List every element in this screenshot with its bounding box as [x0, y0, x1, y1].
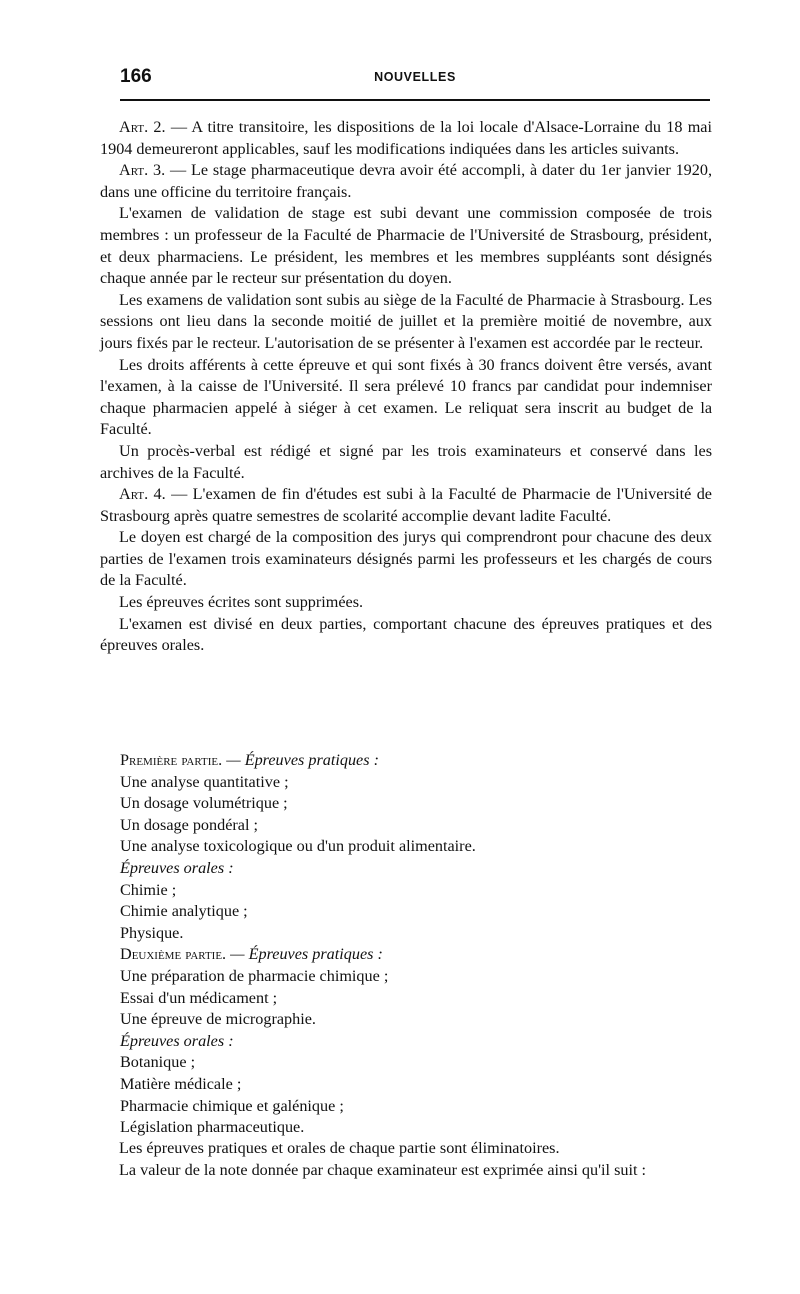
paragraph-ecrites: Les épreuves écrites sont supprimées.: [119, 593, 364, 612]
first-part-heading: [120, 750, 710, 772]
article-4-text: — L'examen de fin d'études est subi à la Faculté de Pharmacie de l'Université de Strasbourg après quatre semestres de scolarité accomplie devant ladite Faculté.: [100, 485, 712, 525]
list-item: Une épreuve de micrographie.: [120, 1010, 316, 1029]
exam-program: [120, 750, 710, 1139]
list-item: Chimie ;: [120, 880, 177, 899]
second-part-heading: [120, 944, 710, 966]
article-2: [100, 117, 712, 160]
list-item: Un dosage pondéral ;: [120, 815, 259, 834]
list-item: Matière médicale ;: [120, 1074, 242, 1093]
second-part-heading-rest: — Épreuves pratiques :: [226, 945, 383, 964]
page-number: 166: [120, 66, 152, 87]
list-item: Pharmacie chimique et galénique ;: [120, 1096, 344, 1115]
header-rule: [120, 99, 710, 101]
list-item: Législation pharmaceutique.: [120, 1118, 305, 1137]
article-2-label: Art. 2.: [119, 118, 166, 136]
running-head: NOUVELLES: [374, 70, 456, 84]
paragraph-droits: Les droits afférents à cette épreuve et qui sont fixés à 30 francs doivent être versés, avant l'examen, à la caisse de l'Université. Il sera prélevé 10 francs par candidat pour indemniser chaque pharmacien appelé à siéger à cet examen. Le reliquat sera inscrit au budget de la Faculté.: [100, 355, 712, 439]
first-part-heading-rest: — Épreuves pratiques :: [222, 751, 379, 769]
article-4-label: Art. 4.: [119, 485, 166, 504]
second-part-label: Deuxième partie.: [120, 945, 227, 964]
closing-text: [100, 1138, 712, 1181]
paragraph-examens-siege: Les examens de validation sont subis au siège de la Faculté de Pharmacie à Strasbourg. Les sessions ont lieu dans la seconde moitié de juillet et la première moitié de novembre, aux jours fixés par le recteur. L'autorisation de se présenter à l'examen est accordée par le recteur.: [100, 290, 712, 352]
list-item: Physique.: [120, 923, 184, 942]
page-header: [120, 62, 710, 92]
list-item: Chimie analytique ;: [120, 902, 248, 921]
article-4: [100, 484, 712, 527]
paragraph-valeur: La valeur de la note donnée par chaque examinateur est exprimée ainsi qu'il suit :: [119, 1160, 647, 1179]
main-text: [100, 117, 712, 657]
paragraph-examen-stage: L'examen de validation de stage est subi devant une commission composée de trois membres : un professeur de la Faculté de Pharmacie de l'Université de Strasbourg, président, et deux pharmaciens. Le président, les membres et les membres suppléants sont désignés chaque année par le recteur sur présentation du doyen.: [100, 204, 712, 288]
article-3-label: Art. 3.: [119, 161, 166, 180]
list-item: Une analyse quantitative ;: [120, 772, 289, 791]
second-part-oral-heading: Épreuves orales :: [120, 1031, 234, 1050]
paragraph-eliminatoires: Les épreuves pratiques et orales de chaque partie sont éliminatoires.: [119, 1139, 560, 1157]
list-item: Une analyse toxicologique ou d'un produit alimentaire.: [120, 837, 476, 856]
list-item: Un dosage volumétrique ;: [120, 794, 288, 813]
list-item: Essai d'un médicament ;: [120, 988, 278, 1007]
list-item: Une préparation de pharmacie chimique ;: [120, 966, 389, 985]
paragraph-divise: L'examen est divisé en deux parties, comportant chacune des épreuves pratiques et des épreuves orales.: [100, 614, 712, 655]
list-item: Botanique ;: [120, 1053, 196, 1072]
paragraph-doyen: Le doyen est chargé de la composition des jurys qui comprendront pour chacune des deux parties de l'examen trois examinateurs désignés parmi les professeurs et les chargés de cours de la Faculté.: [100, 528, 712, 590]
paragraph-proces-verbal: Un procès-verbal est rédigé et signé par les trois examinateurs et conservé dans les archives de la Faculté.: [100, 441, 712, 482]
article-3: [100, 160, 712, 203]
first-part-oral-heading: Épreuves orales :: [120, 858, 234, 877]
first-part-label: Première partie.: [120, 751, 223, 769]
article-3-text: — Le stage pharmaceutique devra avoir été accompli, à dater du 1er janvier 1920, dans une officine du territoire français.: [100, 161, 712, 201]
article-2-text: — A titre transitoire, les dispositions de la loi locale d'Alsace-Lorraine du 18 mai 1904 demeureront applicables, sauf les modifications indiquées dans les articles suivants.: [100, 118, 712, 158]
